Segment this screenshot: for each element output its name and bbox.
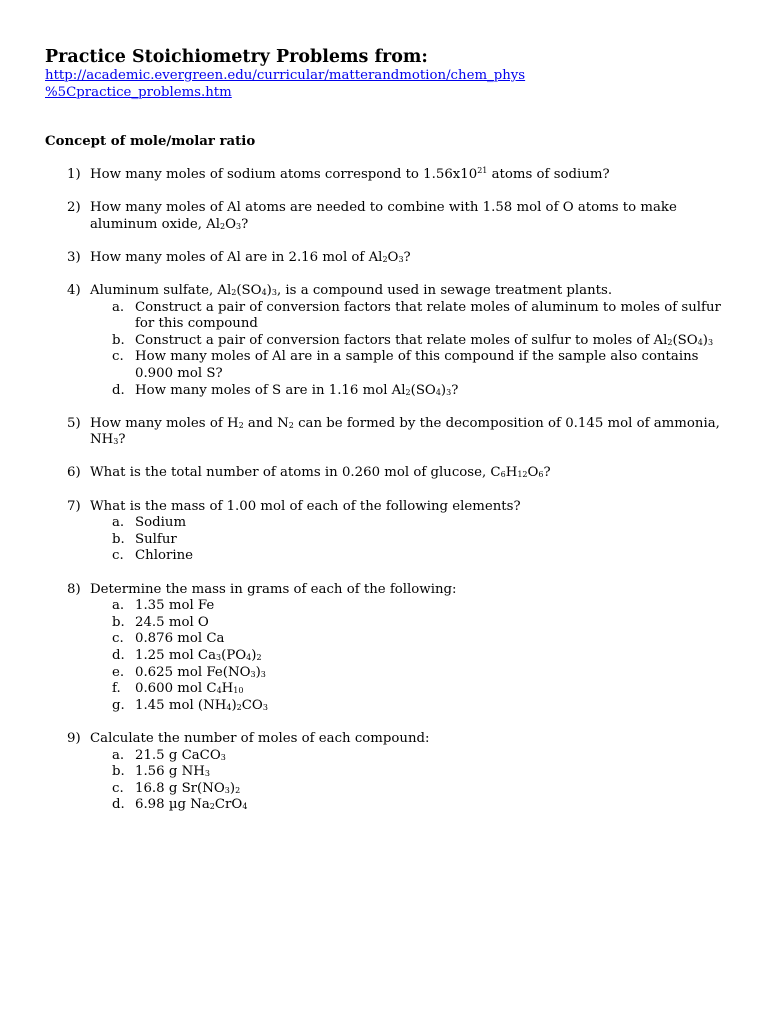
sub-question-item [90, 300, 735, 333]
sub-question-item [90, 598, 735, 615]
sub-question-text: 21.5 g CaCO$_3$ [135, 747, 226, 763]
sub-question-text: How many moles of S are in 1.16 mol $Al_2(SO_4)_3$? [135, 382, 459, 398]
sub-question-text: 0.876 mol Ca [135, 631, 225, 647]
sub-question-item [90, 515, 735, 532]
sub-question-item [90, 333, 735, 350]
sub-question-item [90, 665, 735, 682]
sub-question-letter: b. [112, 614, 125, 630]
sub-question-list [90, 598, 735, 714]
problem-number: 4) [67, 282, 81, 298]
sub-question-text: 1.45 mol $(NH_4)_2CO_3$ [135, 697, 268, 713]
sub-question-letter: b. [112, 332, 125, 348]
sub-question-item [90, 631, 735, 648]
problem-text: What is the total number of atoms in 0.260 mol of glucose, $C_6H_{12}O_6$? [90, 465, 551, 481]
sub-question-item [90, 532, 735, 549]
problem-number: 2) [67, 199, 81, 215]
problem-number: 1) [67, 166, 81, 182]
problem-text: How many moles of Al are in 2.16 mol of $Al_2O_3$? [90, 249, 411, 265]
sub-question-letter: c. [112, 548, 124, 564]
sub-question-letter: g. [112, 697, 125, 713]
document-page [45, 46, 735, 831]
problem-number: 9) [67, 730, 81, 746]
sub-question-text: How many moles of Al are in a sample of this compound if the sample also contains 0.900 mol S? [135, 349, 699, 381]
sub-question-text: Sodium [135, 515, 187, 531]
sub-question-text: 1.25 mol $Ca_3(PO_4)_2$ [135, 648, 262, 663]
sub-question-letter: c. [112, 349, 124, 365]
document-title: Practice Stoichiometry Problems from: [45, 47, 428, 67]
problem-item [45, 167, 735, 184]
problem-item [45, 499, 735, 565]
sub-question-letter: d. [112, 648, 125, 663]
sub-question-text: 24.5 mol O [135, 614, 209, 630]
sub-question-list [90, 300, 735, 400]
sub-question-letter: e. [112, 664, 125, 680]
sub-question-item [90, 615, 735, 632]
sub-question-item [90, 349, 735, 382]
sub-question-text: 16.8 g $Sr(NO_3)_2$ [135, 780, 241, 796]
problem-text: What is the mass of 1.00 mol of each of the following elements? [90, 498, 521, 514]
sub-question-text: Construct a pair of conversion factors that relate moles of sulfur to moles of $Al_2(SO_4)_3$ [135, 332, 714, 348]
source-link[interactable]: http://academic.evergreen.edu/curricular/matterandmotion/chem_phys %5Cpractice_problems.htm [45, 68, 526, 100]
problem-text: Aluminum sulfate, $Al_2(SO_4)_3$, is a compound used in sewage treatment plants. [90, 282, 613, 298]
problem-number: 3) [67, 249, 81, 265]
problem-text: Calculate the number of moles of each compound: [90, 730, 430, 746]
sub-question-item [90, 383, 735, 400]
sub-question-list [90, 748, 735, 814]
sub-question-item [90, 748, 735, 765]
sub-question-text: 0.625 mol $Fe(NO_3)_3$ [135, 664, 266, 680]
sub-question-text: 6.98 µg $Na_2CrO_4$ [135, 797, 248, 813]
sub-question-letter: a. [112, 598, 125, 614]
problem-item [45, 416, 735, 449]
problem-text: How many moles of Al atoms are needed to combine with 1.58 mol of O atoms to make aluminum oxide, $Al_2O_3$? [90, 199, 677, 232]
problem-number: 7) [67, 498, 81, 514]
sub-question-letter: d. [112, 797, 125, 813]
problem-text: How many moles of $H_2$ and $N_2$ can be formed by the decomposition of 0.145 mol of ammonia, $NH_3$? [90, 415, 720, 448]
sub-question-letter: b. [112, 531, 125, 547]
sub-question-item [90, 548, 735, 565]
sub-question-letter: c. [112, 631, 124, 647]
sub-question-item [90, 781, 735, 798]
sub-question-letter: f. [112, 681, 121, 697]
problem-item [45, 250, 735, 267]
sub-question-text: 1.35 mol Fe [135, 598, 215, 614]
sub-question-letter: a. [112, 515, 125, 531]
sub-question-text: 0.600 mol $C_4H_{10}$ [135, 681, 244, 697]
section-heading: Concept of mole/molar ratio [45, 134, 256, 150]
sub-question-text: Sulfur [135, 531, 177, 547]
problem-item [45, 283, 735, 399]
problem-number: 5) [67, 415, 81, 431]
sub-question-text: 1.56 g $NH_3$ [135, 764, 210, 780]
sub-question-text: Construct a pair of conversion factors that relate moles of aluminum to moles of sulfur for this compound [135, 299, 721, 332]
sub-question-letter: a. [112, 299, 125, 315]
sub-question-item [90, 648, 735, 665]
problem-number: 8) [67, 581, 81, 597]
sub-question-item [90, 698, 735, 715]
sub-question-list [90, 515, 735, 565]
problem-item [45, 200, 735, 233]
sub-question-letter: b. [112, 764, 125, 780]
sub-question-letter: d. [112, 382, 125, 398]
sub-question-letter: a. [112, 747, 125, 763]
sub-question-item [90, 764, 735, 781]
problem-number: 6) [67, 465, 81, 481]
problem-text: How many moles of sodium atoms correspond to $1.56x10^{21}$ atoms of sodium? [90, 165, 610, 182]
problem-list [45, 167, 735, 814]
problem-text: Determine the mass in grams of each of the following: [90, 581, 457, 597]
sub-question-text: Chlorine [135, 548, 194, 564]
problem-item [45, 731, 735, 814]
sub-question-item [90, 681, 735, 698]
sub-question-item [90, 797, 735, 814]
problem-item [45, 582, 735, 715]
sub-question-letter: c. [112, 780, 124, 796]
problem-item [45, 465, 735, 482]
